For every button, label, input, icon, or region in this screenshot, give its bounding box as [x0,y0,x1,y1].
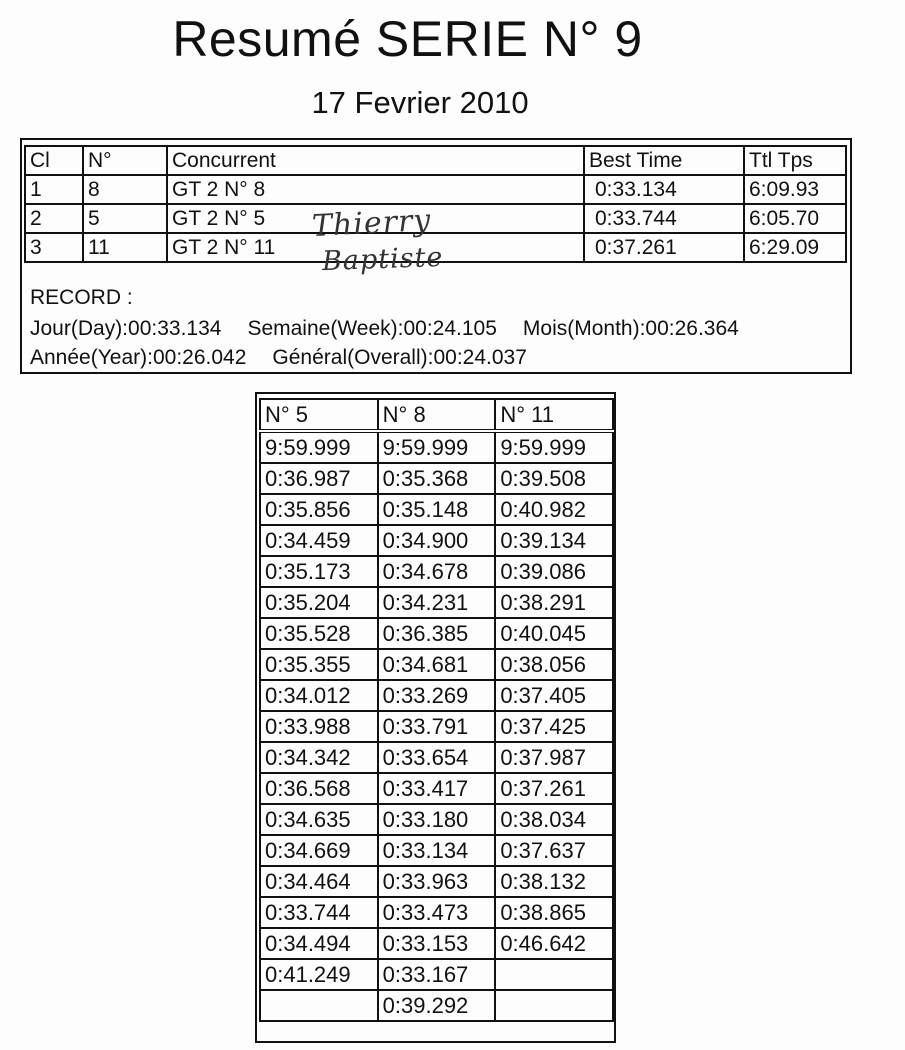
col-header-total-time: Ttl Tps [744,146,846,175]
lap-time-cell: 0:34.342 [260,742,378,773]
lap-time-cell: 0:39.086 [495,556,613,587]
lap-time-cell: 0:33.417 [378,773,496,804]
results-row [25,175,846,204]
results-row [25,204,846,233]
record-month: Mois(Month):00:26.364 [522,317,739,340]
record-year: Année(Year):00:26.042 [30,346,247,369]
cell-number: 11 [83,233,167,262]
lap-time-cell [260,990,378,1021]
cell-best-time: 0:37.261 [584,233,744,262]
lap-row [260,959,613,990]
cell-concurrent: GT 2 N° 8 [167,175,584,204]
lap-row [260,711,613,742]
record-overall: Général(Overall):00:24.037 [272,346,527,369]
lap-time-cell: 0:34.681 [378,649,496,680]
lap-row [260,804,613,835]
lap-row [260,742,613,773]
lap-time-cell: 0:33.791 [378,711,496,742]
lap-time-cell: 0:33.744 [260,897,378,928]
lap-time-cell [495,990,613,1021]
cell-best-time: 0:33.744 [584,204,744,233]
cell-total-time: 6:05.70 [744,204,846,233]
lap-time-cell: 0:35.528 [260,618,378,649]
lap-row [260,649,613,680]
lap-row [260,928,613,959]
lap-row [260,866,613,897]
lap-row [260,618,613,649]
lap-time-cell: 0:34.464 [260,866,378,897]
lap-time-cell: 0:38.132 [495,866,613,897]
record-title: RECORD : [30,286,133,309]
lap-time-cell: 9:59.999 [260,431,378,463]
lap-row [260,897,613,928]
lap-time-cell: 0:37.425 [495,711,613,742]
page-title: Resumé SERIE N° 9 [172,11,643,67]
record-week: Semaine(Week):00:24.105 [247,317,497,340]
lap-time-cell: 0:37.987 [495,742,613,773]
lap-row [260,525,613,556]
results-summary-box [20,138,852,374]
lap-time-cell [495,959,613,990]
lap-col-header: N° 5 [260,399,378,431]
lap-time-cell: 0:38.034 [495,804,613,835]
cell-total-time: 6:09.93 [744,175,846,204]
lap-time-cell: 0:36.987 [260,463,378,494]
lap-time-cell: 0:39.134 [495,525,613,556]
lap-row [260,990,613,1021]
lap-time-cell: 0:35.355 [260,649,378,680]
lap-time-cell: 0:37.261 [495,773,613,804]
lap-time-cell: 0:38.865 [495,897,613,928]
lap-time-cell: 9:59.999 [495,431,613,463]
lap-time-cell: 0:34.635 [260,804,378,835]
lap-time-cell: 0:35.368 [378,463,496,494]
lap-time-cell: 0:33.988 [260,711,378,742]
cell-class: 3 [25,233,83,262]
lap-time-cell: 0:40.045 [495,618,613,649]
lap-header-row [260,399,613,431]
lap-time-cell: 0:40.982 [495,494,613,525]
lap-times-table [259,398,614,1022]
results-header-row [25,146,846,175]
lap-row [260,556,613,587]
lap-time-cell: 0:38.291 [495,587,613,618]
lap-time-cell: 0:33.473 [378,897,496,928]
lap-time-cell: 0:34.459 [260,525,378,556]
lap-time-cell: 0:33.153 [378,928,496,959]
lap-time-cell: 0:34.494 [260,928,378,959]
record-day: Jour(Day):00:33.134 [30,317,222,340]
lap-times-box [255,392,616,1043]
col-header-number: N° [83,146,167,175]
lap-time-cell: 0:35.173 [260,556,378,587]
lap-time-cell: 0:41.249 [260,959,378,990]
cell-concurrent: GT 2 N° 5 [167,204,584,233]
lap-time-cell: 0:37.405 [495,680,613,711]
lap-row [260,463,613,494]
lap-time-cell: 0:37.637 [495,835,613,866]
lap-row [260,835,613,866]
lap-time-cell: 0:33.167 [378,959,496,990]
lap-time-cell: 0:33.269 [378,680,496,711]
cell-total-time: 6:29.09 [744,233,846,262]
lap-col-header: N° 8 [378,399,496,431]
lap-time-cell: 0:36.568 [260,773,378,804]
lap-times-body [260,431,613,1021]
lap-row [260,680,613,711]
lap-time-cell: 9:59.999 [378,431,496,463]
lap-time-cell: 0:39.292 [378,990,496,1021]
lap-time-cell: 0:35.856 [260,494,378,525]
lap-time-cell: 0:36.385 [378,618,496,649]
lap-time-cell: 0:35.148 [378,494,496,525]
col-header-concurrent: Concurrent [167,146,584,175]
lap-time-cell: 0:34.669 [260,835,378,866]
lap-time-cell: 0:33.134 [378,835,496,866]
lap-row [260,431,613,463]
cell-best-time: 0:33.134 [584,175,744,204]
lap-time-cell: 0:35.204 [260,587,378,618]
handwritten-name-thierry: Thierry [311,202,433,245]
lap-time-cell: 0:38.056 [495,649,613,680]
handwritten-name-baptiste: Baptiste [321,241,444,278]
lap-col-header: N° 11 [495,399,613,431]
cell-class: 2 [25,204,83,233]
lap-time-cell: 0:39.508 [495,463,613,494]
record-line-1 [30,317,739,341]
lap-row [260,587,613,618]
lap-time-cell: 0:33.654 [378,742,496,773]
lap-time-cell: 0:34.231 [378,587,496,618]
page-date: 17 Fevrier 2010 [311,85,529,120]
col-header-class: Cl [25,146,83,175]
cell-number: 5 [83,204,167,233]
cell-class: 1 [25,175,83,204]
lap-time-cell: 0:34.678 [378,556,496,587]
col-header-best-time: Best Time [584,146,744,175]
lap-row [260,494,613,525]
lap-time-cell: 0:34.900 [378,525,496,556]
lap-time-cell: 0:34.012 [260,680,378,711]
cell-concurrent: GT 2 N° 11 [167,233,584,262]
lap-time-cell: 0:33.180 [378,804,496,835]
lap-time-cell: 0:46.642 [495,928,613,959]
lap-row [260,773,613,804]
record-line-2 [30,346,527,370]
cell-number: 8 [83,175,167,204]
lap-time-cell: 0:33.963 [378,866,496,897]
